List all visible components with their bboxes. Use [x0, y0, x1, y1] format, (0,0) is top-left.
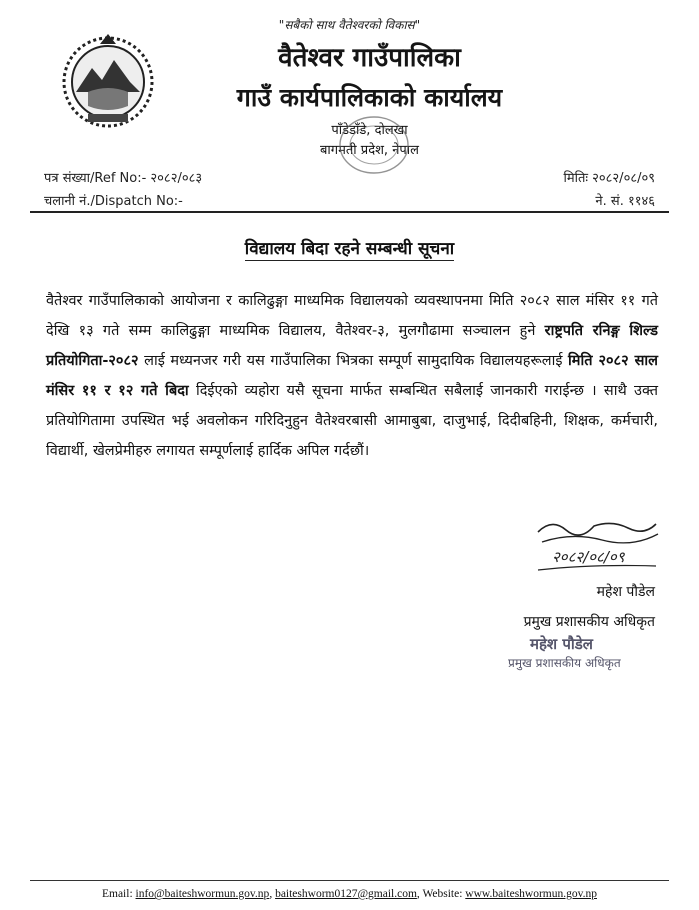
- website-link[interactable]: www.baiteshwormun.gov.np: [465, 888, 597, 900]
- notice-subject-text: विद्यालय बिदा रहने सम्बन्धी सूचना: [244, 239, 455, 259]
- body-text-1: वैतेश्वर गाउँपालिकाको आयोजना र कालिढुङ्गा माध्यमिक विद्यालयको व्यवस्थापनमा मिति २०८२ साल मंसिर ११ गते देखि १३ गते सम्म कालिढुङ्गा माध्यमिक विद्यालय, वैतेश्वर-३, मुलगौढामा सञ्चालन हुने: [46, 293, 658, 339]
- notice-subject: [0, 236, 699, 259]
- signatory-name: महेश पौडेल: [596, 584, 655, 600]
- municipality-name: वैतेश्वर गाउँपालिका: [278, 43, 461, 73]
- body-text-3: दिईएको व्यहोरा यसै सूचना मार्फत सम्बन्धित सबैलाई जानकारी गराईन्छ । साथै उक्त प्रतियोगितामा उपस्थित भई अवलोकन गरिदिनुहुन वैतेश्वरबासी आमाबुबा, दाजुभाई, दिदीबहिनी, शिक्षक, कर्मचारी, विद्यार्थी, खेलप्रेमीहरु लगायत सम्पूर्णलाई हार्दिक अपिल गर्दछौं।: [46, 383, 658, 459]
- handwritten-signature-icon: [532, 512, 662, 592]
- dispatch-number: चलानी नं./Dispatch No:-: [44, 194, 183, 209]
- body-bold-holiday: मिति २०८२ साल मंसिर ११ र १२ गते बिदा: [46, 353, 659, 399]
- email-separator: ,: [269, 888, 276, 900]
- address-line-2: बागमती प्रदेश, नेपाल: [320, 143, 419, 158]
- stamp-name: महेश पौडेल: [530, 635, 593, 653]
- email-label: Email:: [101, 888, 136, 900]
- reference-number: पत्र संख्या/Ref No:- २०८२/०८३: [44, 171, 203, 186]
- header-divider: [30, 211, 669, 213]
- letter-date: मितिः २०८२/०८/०९: [563, 171, 655, 186]
- footer-divider: [30, 880, 669, 881]
- notice-body: [46, 286, 658, 466]
- signature-date: २०८२/०८/०९: [552, 548, 625, 566]
- motto: "सबैको साथ वैतेश्वरको विकास": [278, 18, 421, 32]
- website-label: , Website:: [416, 888, 466, 900]
- office-name: गाउँ कार्यपालिकाको कार्यालय: [236, 83, 503, 112]
- office-stamp-icon: [336, 112, 412, 178]
- email-link-info[interactable]: info@baiteshwormun.gov.np: [135, 888, 270, 900]
- signatory-designation: प्रमुख प्रशासकीय अधिकृत: [523, 614, 655, 630]
- address-line-1: पाँडेडाँडे, दोलखा: [331, 123, 408, 138]
- footer-contact: [0, 888, 699, 900]
- body-bold-competition: राष्ट्रपति रनिङ्ग शिल्ड प्रतियोगिता-२०८२: [46, 323, 658, 369]
- email-link-gmail[interactable]: baiteshworm0127@gmail.com: [275, 888, 417, 900]
- nepal-sambat-year: ने. सं. ११४६: [595, 194, 655, 209]
- body-text-2: लाई मध्यनजर गरी यस गाउँपालिका भित्रका सम्पूर्ण सामुदायिक विद्यालयहरूलाई: [138, 353, 569, 369]
- stamp-designation: प्रमुख प्रशासकीय अधिकृत: [508, 656, 621, 670]
